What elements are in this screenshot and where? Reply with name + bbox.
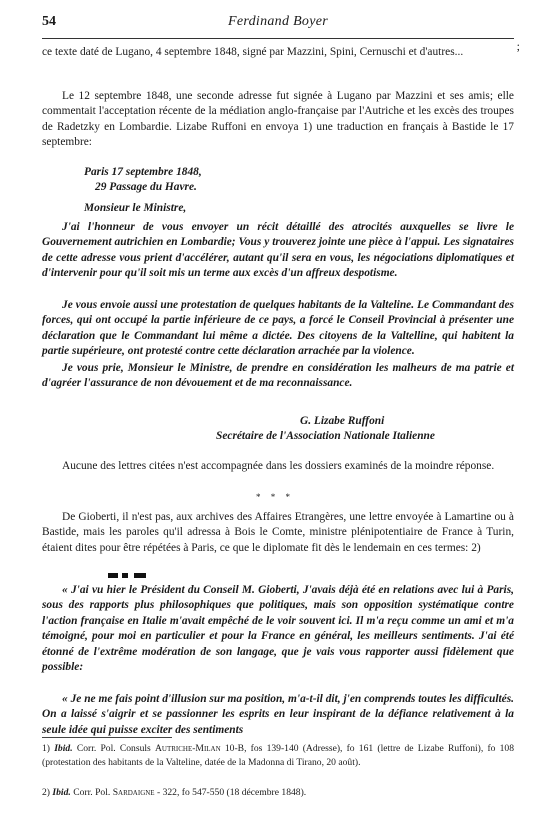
footnote-2-text-b: - 322, fo 547-550 (18 décembre 1848). [156,787,307,798]
margin-mark: ; [516,39,520,53]
quote-paragraph-2: « Je ne me fais point d'illusion sur ma position, m'a-t-il dit, j'en comprends toutes les difficultés. On a laissé s'aigrir et se passionner les esprits en leur inspirant de la défiance relativement à la seule idée qui puisse exciter des sentiments [42,693,514,736]
footnote-2-source: Ibid. [52,787,71,798]
footnote-1-source: Ibid. [54,743,73,754]
footnote-1-marker: 1) [42,743,50,754]
letter-address: 29 Passage du Havre. [95,181,197,193]
body-paragraph-1: ce texte daté de Lugano, 4 septembre 1848, signé par Mazzini, Spini, Cernuschi et d'autres... [42,46,464,58]
header-rule [42,38,514,39]
footnote-1-text-b: 10-B, fos 139-140 (Adresse), fo 161 (lettre de Lizabe Ruffoni), fo 108 (protestation des habitants de la Valteline, datée de la Madonna di Tirano, 20 août). [42,743,515,768]
footnote-1-series: Autriche-Milan [154,743,221,754]
footnote-2 [42,786,514,800]
after-letter-paragraph: Aucune des lettres citées n'est accompagnée dans les dossiers examinés de la moindre réponse. [62,460,495,472]
letter-paragraph-2: Je vous envoie aussi une protestation de quelques habitants de la Valteline. Le Commandant des forces, qui ont occupé la partie inférieure de ce pays, a forcé le Conseil Provincial à présenter une déclaration que le Commandant lui même a dictée. Des citoyens de la Valtelline, qui habitent la partie supérieure, ont protesté contre cette déclaration arrachée par la violence. [42,299,514,358]
running-header [42,14,514,34]
letter-date: Paris 17 septembre 1848, [84,166,202,178]
letter-salutation: Monsieur le Ministre, [84,202,187,214]
print-artifact [108,571,148,581]
letter-paragraph-3: Je vous prie, Monsieur le Ministre, de prendre en considération les malheurs de ma patrie et d'agréer l'assurance de non dévouement et de ma reconnaissance. [42,362,514,390]
footnote-1-text-a: Corr. Pol. Consuls [76,743,151,754]
footnote-rule [42,737,172,738]
signature-name: G. Lizabe Ruffoni [300,415,385,427]
quote-paragraph-1: « J'ai vu hier le Président du Conseil M. Gioberti, J'avais déjà été en relations avec lui à Paris, sous des rapports plus philosophiques que politiques, mais son opposition systématique contre l'action française en Italie m'avait empêché de le voir souvent ici. Il m'a reçu comme un ami et m'a témoigné, pour moi en particulier et pour la France en général, les meilleurs sentiments. J'ai été étonné de l'extrême modération de son langage, que je vais vous rapporter aussi fidèlement que possible: [42,584,514,674]
running-title: Ferdinand Boyer [227,14,328,29]
footnote-2-series: Sardaigne [112,787,155,798]
page-number: 54 [42,14,56,29]
footnote-2-text-a: Corr. Pol. [73,787,111,798]
body-paragraph-2: Le 12 septembre 1848, une seconde adresse fut signée à Lugano par Mazzini et ses amis; elle commentait l'acceptation récente de la médiation anglo-française par l'Autriche et les excès des troupes de Radetzky en Lombardie. Lizabe Ruffoni en envoya 1) une traduction en français à Bastide le 17 septembre: [42,90,514,149]
section-separator: * * * [256,492,294,502]
footnote-2-marker: 2) [42,787,50,798]
gioberti-paragraph: De Gioberti, il n'est pas, aux archives des Affaires Etrangères, une lettre envoyée à Lamartine ou à Bastide, mais les paroles qu'il adressa à Bois le Comte, ministre plénipotentiaire de France à Turin, étaient dites pour être répétées à Paris, ce que le diplomate fit dès le lendemain en ces termes: 2) [42,511,514,554]
letter-paragraph-1: J'ai l'honneur de vous envoyer un récit détaillé des atrocités auxquelles se livre le Gouvernement autrichien en Lombardie; Vous y trouverez jointe une pièce à l'appui. Les signataires de cette adresse vous prient d'accélérer, autant qu'il sera en vous, les négociations diplomatiques et d'intervenir pour qu'il soit mis un terme aux excès d'un affreux despotisme. [42,221,514,280]
footnote-1 [42,742,514,769]
signature-title: Secrétaire de l'Association Nationale Italienne [216,430,435,442]
